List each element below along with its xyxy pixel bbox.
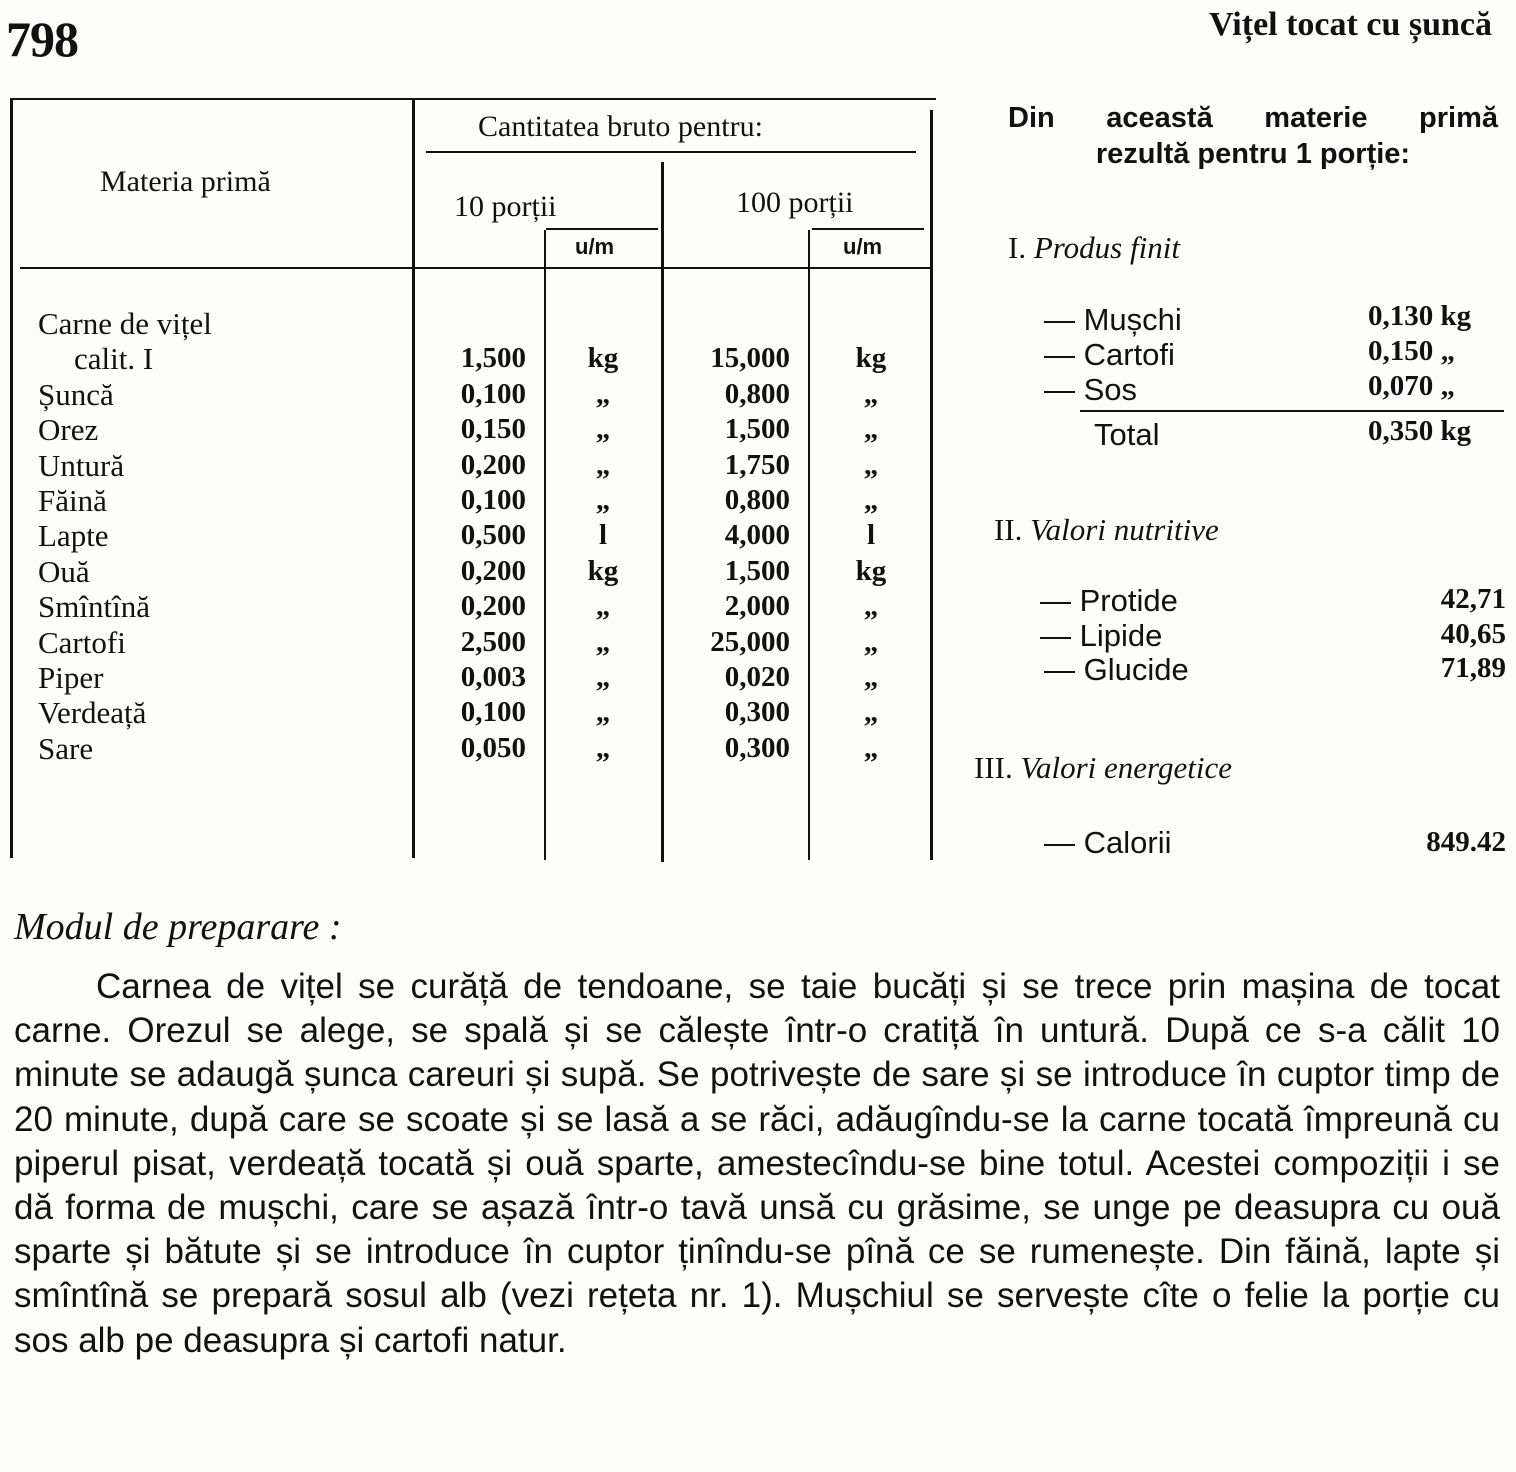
summary-heading-line: rezultă pentru 1 porție: (1095, 138, 1411, 170)
summary-item-label: — Sos (1044, 372, 1138, 407)
um-100: „ (863, 696, 879, 729)
qty-100: 0,300 (724, 696, 790, 729)
um-100: „ (863, 590, 879, 623)
summary-item-value: 40,65 (1440, 618, 1506, 650)
summary-heading-line: Din această materie primă (1008, 102, 1498, 134)
page-number: 798 (6, 11, 78, 67)
total-label: Total (1094, 417, 1160, 452)
ingredient-name: Piper (38, 660, 104, 696)
summary-item-value: 42,71 (1440, 583, 1506, 615)
section-number: III. (974, 750, 1013, 785)
ingredient-name: Lapte (38, 518, 109, 554)
summary-item-label: — Cartofi (1044, 337, 1175, 372)
total-rule (1080, 410, 1504, 412)
um-10: „ (595, 625, 611, 658)
um-100: l (866, 519, 876, 552)
qty-10: 0,150 (460, 413, 526, 446)
qty-100: 15,000 (710, 342, 790, 375)
summary-item-value: 849.42 (1426, 826, 1506, 858)
table-top-rule (10, 98, 936, 100)
ingredient-name: Sare (38, 730, 94, 766)
qty-100: 4,000 (724, 519, 790, 552)
qty-100: 0,800 (724, 377, 790, 410)
header-100-portions: 100 porții (736, 186, 854, 219)
qty-100: 25,000 (710, 625, 790, 658)
um-10: „ (595, 696, 611, 729)
section-valori-nutritive (994, 512, 1219, 548)
recipe-title: Vițel tocat cu șuncă (1209, 6, 1492, 43)
ingredient-name: Ouă (38, 553, 90, 589)
section-produs-finit (1008, 230, 1180, 266)
total-value: 0,350 kg (1368, 415, 1472, 447)
um-100: „ (863, 625, 879, 658)
um-10: „ (595, 590, 611, 623)
um-10: „ (595, 731, 611, 764)
ingredient-name: Șuncă (38, 376, 114, 412)
summary-item-label: — Glucide (1044, 652, 1189, 687)
method-title: Modul de preparare : (14, 906, 342, 948)
qty-100: 1,750 (724, 448, 790, 481)
ingredient-name: Făină (38, 483, 107, 519)
ingredient-name: Cartofi (38, 624, 126, 660)
um-100: „ (863, 483, 879, 516)
qty-100: 0,020 (724, 660, 790, 693)
header-10-portions: 10 porții (454, 190, 557, 223)
header-quantity: Cantitatea bruto pentru: (478, 110, 763, 143)
table-left-border (10, 100, 13, 858)
um-10: „ (595, 448, 611, 481)
um-100: „ (863, 413, 879, 446)
ingredient-name: Untură (38, 447, 125, 483)
summary-item-value: 0,130 kg (1368, 300, 1472, 332)
qty-100 (664, 306, 790, 341)
um-100: „ (863, 660, 879, 693)
summary-item-value: 0,070 „ (1368, 370, 1455, 402)
ingredient-name: Carne de vițel (38, 306, 212, 341)
summary-item-value: 71,89 (1440, 652, 1506, 684)
qty-100: 1,500 (724, 413, 790, 446)
um-100: kg (855, 342, 887, 375)
ingredient-name: Smîntînă (38, 589, 150, 625)
section-number: II. (994, 512, 1023, 547)
um-10: „ (595, 413, 611, 446)
quantity-100-column (664, 306, 790, 766)
qty-100: 0,800 (724, 483, 790, 516)
section-valori-energetice (974, 750, 1232, 786)
ingredient-names (38, 306, 212, 766)
qty-10: 0,100 (460, 696, 526, 729)
um-10-column (548, 306, 658, 766)
ingredient-name: Verdeață (38, 695, 147, 731)
section-title: Valori energetice (1020, 750, 1232, 785)
table-divider-um100 (808, 230, 810, 860)
qty-100: 0,300 (724, 731, 790, 764)
um-100: kg (855, 554, 887, 587)
section-title: Produs finit (1033, 230, 1180, 265)
um-10: l (598, 519, 608, 552)
portions-100-rule (812, 228, 924, 230)
portions-10-rule (546, 228, 658, 230)
um-10: „ (595, 660, 611, 693)
qty-10: 1,500 (460, 342, 526, 375)
header-materia-prima: Materia primă (100, 165, 271, 198)
qty-10: 0,100 (460, 377, 526, 410)
qty-10: 0,050 (460, 731, 526, 764)
summary-item-value: 0,150 „ (1368, 335, 1455, 367)
um-100: „ (863, 377, 879, 410)
qty-10: 0,200 (460, 590, 526, 623)
um-10 (548, 306, 658, 341)
table-right-border (930, 110, 933, 860)
section-title: Valori nutritive (1030, 512, 1219, 547)
um-100: „ (863, 731, 879, 764)
section-number: I. (1008, 230, 1027, 265)
table-divider-um10 (544, 230, 546, 860)
qty-10: 0,200 (460, 448, 526, 481)
um-100: „ (863, 448, 879, 481)
quantity-header-rule (426, 151, 916, 153)
qty-10: 0,200 (460, 554, 526, 587)
um-10: „ (595, 377, 611, 410)
um-10: „ (595, 483, 611, 516)
um-10: kg (587, 554, 619, 587)
header-um-10: u/m (575, 234, 615, 259)
qty-10: 0,100 (460, 483, 526, 516)
table-header-bottom-rule (20, 267, 930, 269)
header-um-100: u/m (843, 234, 883, 259)
qty-10: 0,003 (460, 660, 526, 693)
qty-10: 0,500 (460, 519, 526, 552)
method-text: Carnea de vițel se curăță de tendoane, se taie bucăți și se trece prin mașina de tocat carne. Orezul se alege, se spală și se călește într-o cratiță în untură. După ce s-a călit 10 minute se adaugă șunca careuri și supă. Se potrivește de sare și se introduce în cuptor timp de 20 minute, după care se scoate și se lasă a se răci, adăugîndu-se la carne tocată împreună cu piperul pisat, verdeață tocată și ouă sparte, amestecîndu-se bine totul. Acestei compoziții i se dă forma de mușchi, care se așază într-o tavă unsă cu grăsime, se unge pe deasupra cu ouă sparte și bătute și se introduce în cuptor ținîndu-se pînă ce se rumenește. Din făină, lapte și smîntînă se prepară sosul alb (vezi rețeta nr. 1). Mușchiul se servește cîte o felie la porție cu sos alb pe deasupra și cartofi natur. (14, 967, 1500, 1360)
summary-heading (1008, 100, 1498, 172)
um-10: kg (587, 342, 619, 375)
ingredient-name: Orez (38, 412, 99, 448)
ingredient-name: calit. I (74, 341, 154, 377)
summary-item-label: — Protide (1040, 583, 1178, 618)
qty-100: 1,500 (724, 554, 790, 587)
summary-item-label: — Lipide (1040, 618, 1163, 653)
qty-100: 2,000 (724, 590, 790, 623)
um-100-column (812, 306, 930, 766)
um-100 (812, 306, 930, 341)
summary-item-label: — Mușchi (1044, 302, 1182, 337)
quantity-10-column (414, 306, 526, 766)
summary-item-label: — Calorii (1044, 825, 1172, 860)
qty-10: 2,500 (460, 625, 526, 658)
qty-10 (414, 306, 526, 341)
